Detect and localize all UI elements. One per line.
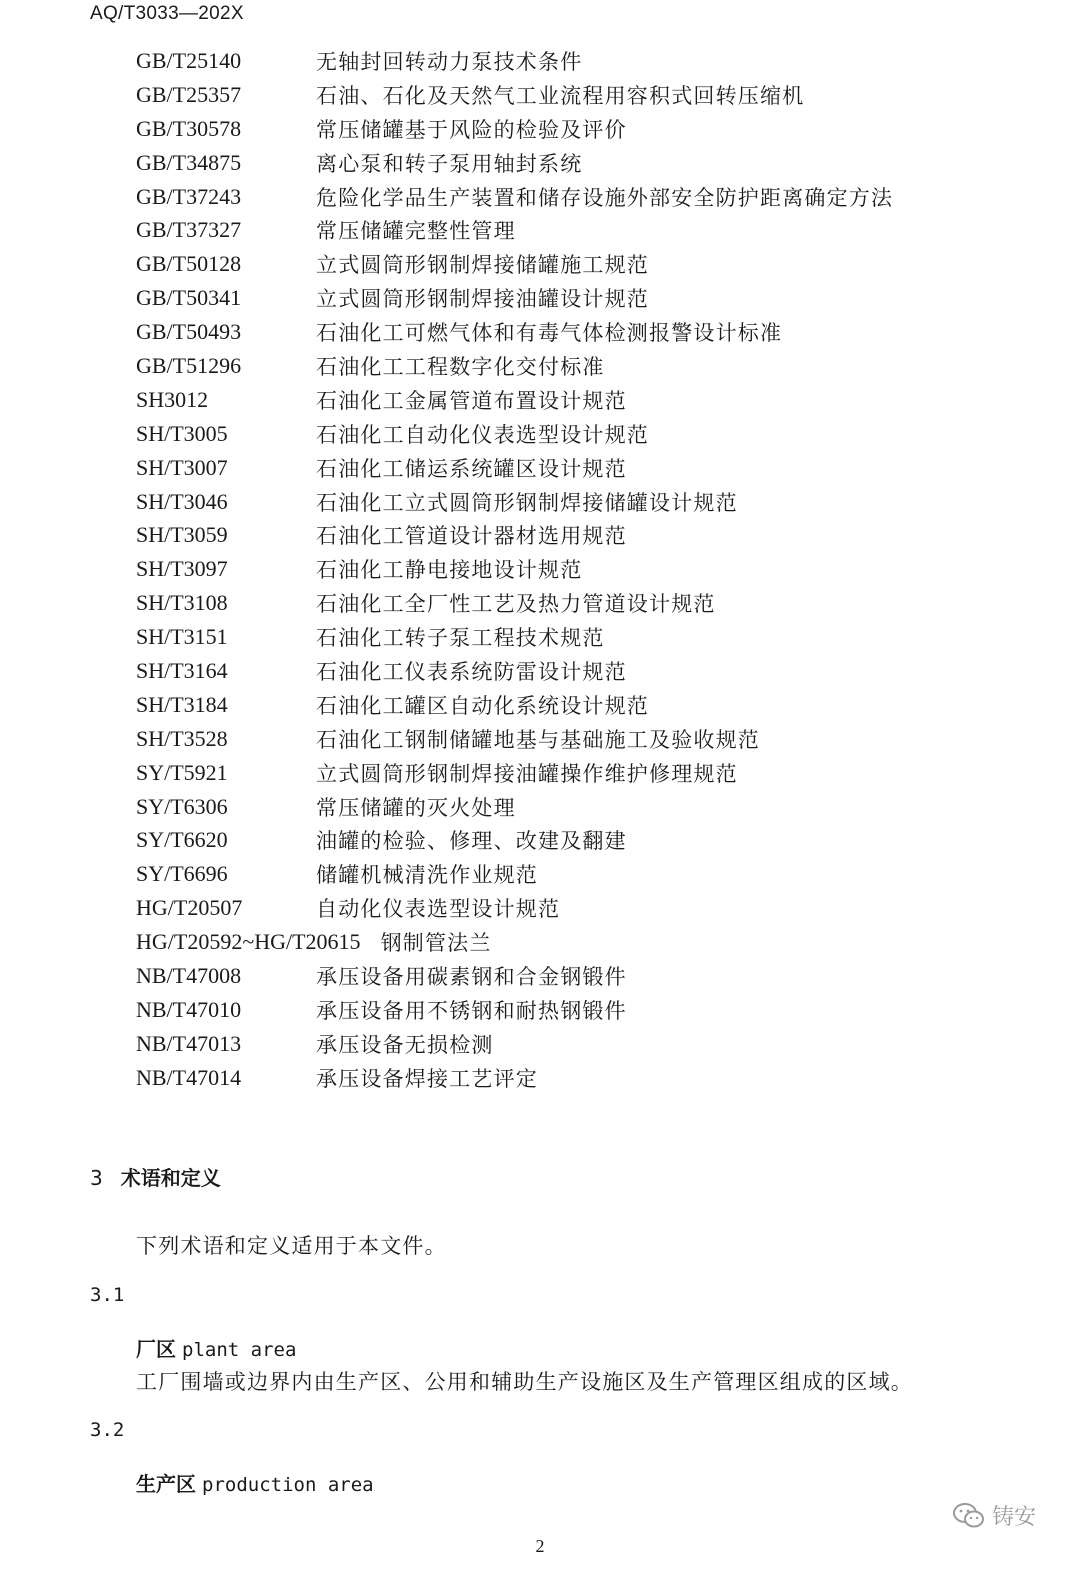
reference-code: NB/T47010 [136, 996, 242, 1022]
reference-row [136, 180, 893, 214]
reference-code: HG/T20507 [136, 895, 243, 921]
reference-row [136, 620, 893, 654]
reference-title: 储罐机械清洗作业规范 [316, 863, 538, 888]
reference-row [136, 993, 893, 1027]
reference-code: SH/T3528 [136, 725, 228, 751]
reference-row [136, 417, 893, 451]
reference-row [136, 756, 893, 790]
watermark-text: 铸安 [992, 1505, 1037, 1530]
reference-code: SH/T3007 [136, 454, 228, 480]
reference-title: 油罐的检验、修理、改建及翻建 [316, 829, 627, 854]
term-definition: 工厂围墙或边界内由生产区、公用和辅助生产设施区及生产管理区组成的区域。 [136, 1370, 913, 1394]
reference-code: SH/T3164 [136, 657, 228, 683]
reference-title: 石油化工立式圆筒形钢制焊接储罐设计规范 [316, 490, 738, 515]
reference-code: GB/T50493 [136, 319, 242, 345]
reference-title: 承压设备焊接工艺评定 [316, 1066, 538, 1091]
reference-row [136, 112, 893, 146]
term-name-en: plant area [182, 1339, 297, 1361]
page-number: 2 [535, 1536, 545, 1556]
reference-code: SH/T3184 [136, 691, 228, 717]
reference-row [136, 891, 893, 925]
reference-code: GB/T50341 [136, 285, 242, 311]
reference-row [136, 213, 893, 247]
section-intro: 下列术语和定义适用于本文件。 [136, 1234, 447, 1258]
reference-row [136, 722, 893, 756]
reference-code: GB/T37243 [136, 183, 242, 209]
reference-title: 立式圆筒形钢制焊接油罐设计规范 [316, 287, 649, 312]
reference-title: 石油化工钢制储罐地基与基础施工及验收规范 [316, 727, 760, 752]
section-heading [90, 1162, 221, 1191]
clause-number: 3.1 [90, 1284, 125, 1306]
reference-row [136, 790, 893, 824]
reference-row [136, 383, 893, 417]
reference-code: GB/T30578 [136, 115, 242, 141]
term-name-zh: 生产区 [136, 1472, 196, 1496]
reference-title: 石油化工罐区自动化系统设计规范 [316, 693, 649, 718]
reference-row [136, 857, 893, 891]
reference-row [136, 78, 893, 112]
reference-title: 承压设备用不锈钢和耐热钢锻件 [316, 998, 627, 1023]
reference-row [136, 281, 893, 315]
reference-title: 石油化工全厂性工艺及热力管道设计规范 [316, 592, 716, 617]
term-title [136, 1468, 374, 1497]
reference-title: 危险化学品生产装置和储存设施外部安全防护距离确定方法 [316, 185, 894, 210]
reference-code: GB/T51296 [136, 352, 242, 378]
normative-reference-list [136, 44, 893, 1095]
reference-title: 钢制管法兰 [380, 931, 492, 956]
reference-title: 承压设备无损检测 [316, 1032, 494, 1057]
reference-title: 常压储罐基于风险的检验及评价 [316, 117, 627, 142]
reference-row [136, 44, 893, 78]
section-number: 3 [90, 1166, 103, 1190]
reference-code: GB/T25140 [136, 47, 242, 73]
reference-code: SY/T6306 [136, 793, 228, 819]
reference-title: 无轴封回转动力泵技术条件 [316, 49, 583, 74]
reference-code: NB/T47013 [136, 1030, 242, 1056]
reference-code: GB/T34875 [136, 149, 242, 175]
wechat-icon [952, 1502, 986, 1530]
reference-row [136, 1027, 893, 1061]
watermark [952, 1500, 1036, 1531]
reference-row [136, 925, 893, 959]
reference-code: SH3012 [136, 386, 209, 412]
reference-code: SH/T3097 [136, 556, 228, 582]
reference-title: 承压设备用碳素钢和合金钢锻件 [316, 964, 627, 989]
reference-row [136, 654, 893, 688]
reference-row [136, 451, 893, 485]
reference-code: GB/T37327 [136, 217, 242, 243]
reference-title: 自动化仪表选型设计规范 [316, 897, 561, 922]
reference-title: 石油化工转子泵工程技术规范 [316, 626, 605, 651]
reference-row [136, 688, 893, 722]
reference-code: SH/T3151 [136, 624, 228, 650]
reference-code: GB/T50128 [136, 251, 242, 277]
reference-title: 石油化工仪表系统防雷设计规范 [316, 659, 627, 684]
reference-code: SH/T3046 [136, 488, 228, 514]
reference-title: 石油化工可燃气体和有毒气体检测报警设计标准 [316, 321, 783, 346]
reference-title: 石油化工工程数字化交付标准 [316, 354, 605, 379]
term-name-en: production area [202, 1474, 374, 1496]
reference-code: SH/T3059 [136, 522, 228, 548]
reference-title: 石油化工管道设计器材选用规范 [316, 524, 627, 549]
reference-title: 石油化工储运系统罐区设计规范 [316, 456, 627, 481]
reference-row [136, 552, 893, 586]
reference-title: 常压储罐的灭火处理 [316, 795, 516, 820]
reference-row [136, 586, 893, 620]
reference-code: GB/T25357 [136, 81, 242, 107]
reference-code: SY/T6620 [136, 827, 228, 853]
reference-code: NB/T47008 [136, 962, 242, 988]
term-title [136, 1333, 296, 1362]
reference-row [136, 349, 893, 383]
reference-row [136, 959, 893, 993]
document-code: AQ/T3033—202X [90, 3, 244, 24]
reference-title: 石油化工自动化仪表选型设计规范 [316, 422, 649, 447]
reference-row [136, 1061, 893, 1095]
reference-code: HG/T20592~HG/T20615 [136, 929, 361, 955]
reference-code: NB/T47014 [136, 1064, 242, 1090]
term-name-zh: 厂区 [136, 1337, 176, 1361]
reference-title: 常压储罐完整性管理 [316, 219, 516, 244]
clause-number: 3.2 [90, 1419, 125, 1441]
section-title: 术语和定义 [120, 1166, 221, 1190]
reference-row [136, 823, 893, 857]
reference-title: 立式圆筒形钢制焊接储罐施工规范 [316, 253, 649, 278]
reference-title: 石油、石化及天然气工业流程用容积式回转压缩机 [316, 83, 805, 108]
reference-code: SY/T5921 [136, 759, 228, 785]
reference-code: SY/T6696 [136, 861, 228, 887]
reference-row [136, 518, 893, 552]
reference-title: 石油化工金属管道布置设计规范 [316, 388, 627, 413]
reference-row [136, 315, 893, 349]
reference-code: SH/T3005 [136, 420, 228, 446]
reference-row [136, 247, 893, 281]
reference-row [136, 146, 893, 180]
reference-code: SH/T3108 [136, 590, 228, 616]
reference-title: 石油化工静电接地设计规范 [316, 558, 583, 583]
reference-title: 离心泵和转子泵用轴封系统 [316, 151, 583, 176]
reference-row [136, 485, 893, 519]
reference-title: 立式圆筒形钢制焊接油罐操作维护修理规范 [316, 761, 738, 786]
